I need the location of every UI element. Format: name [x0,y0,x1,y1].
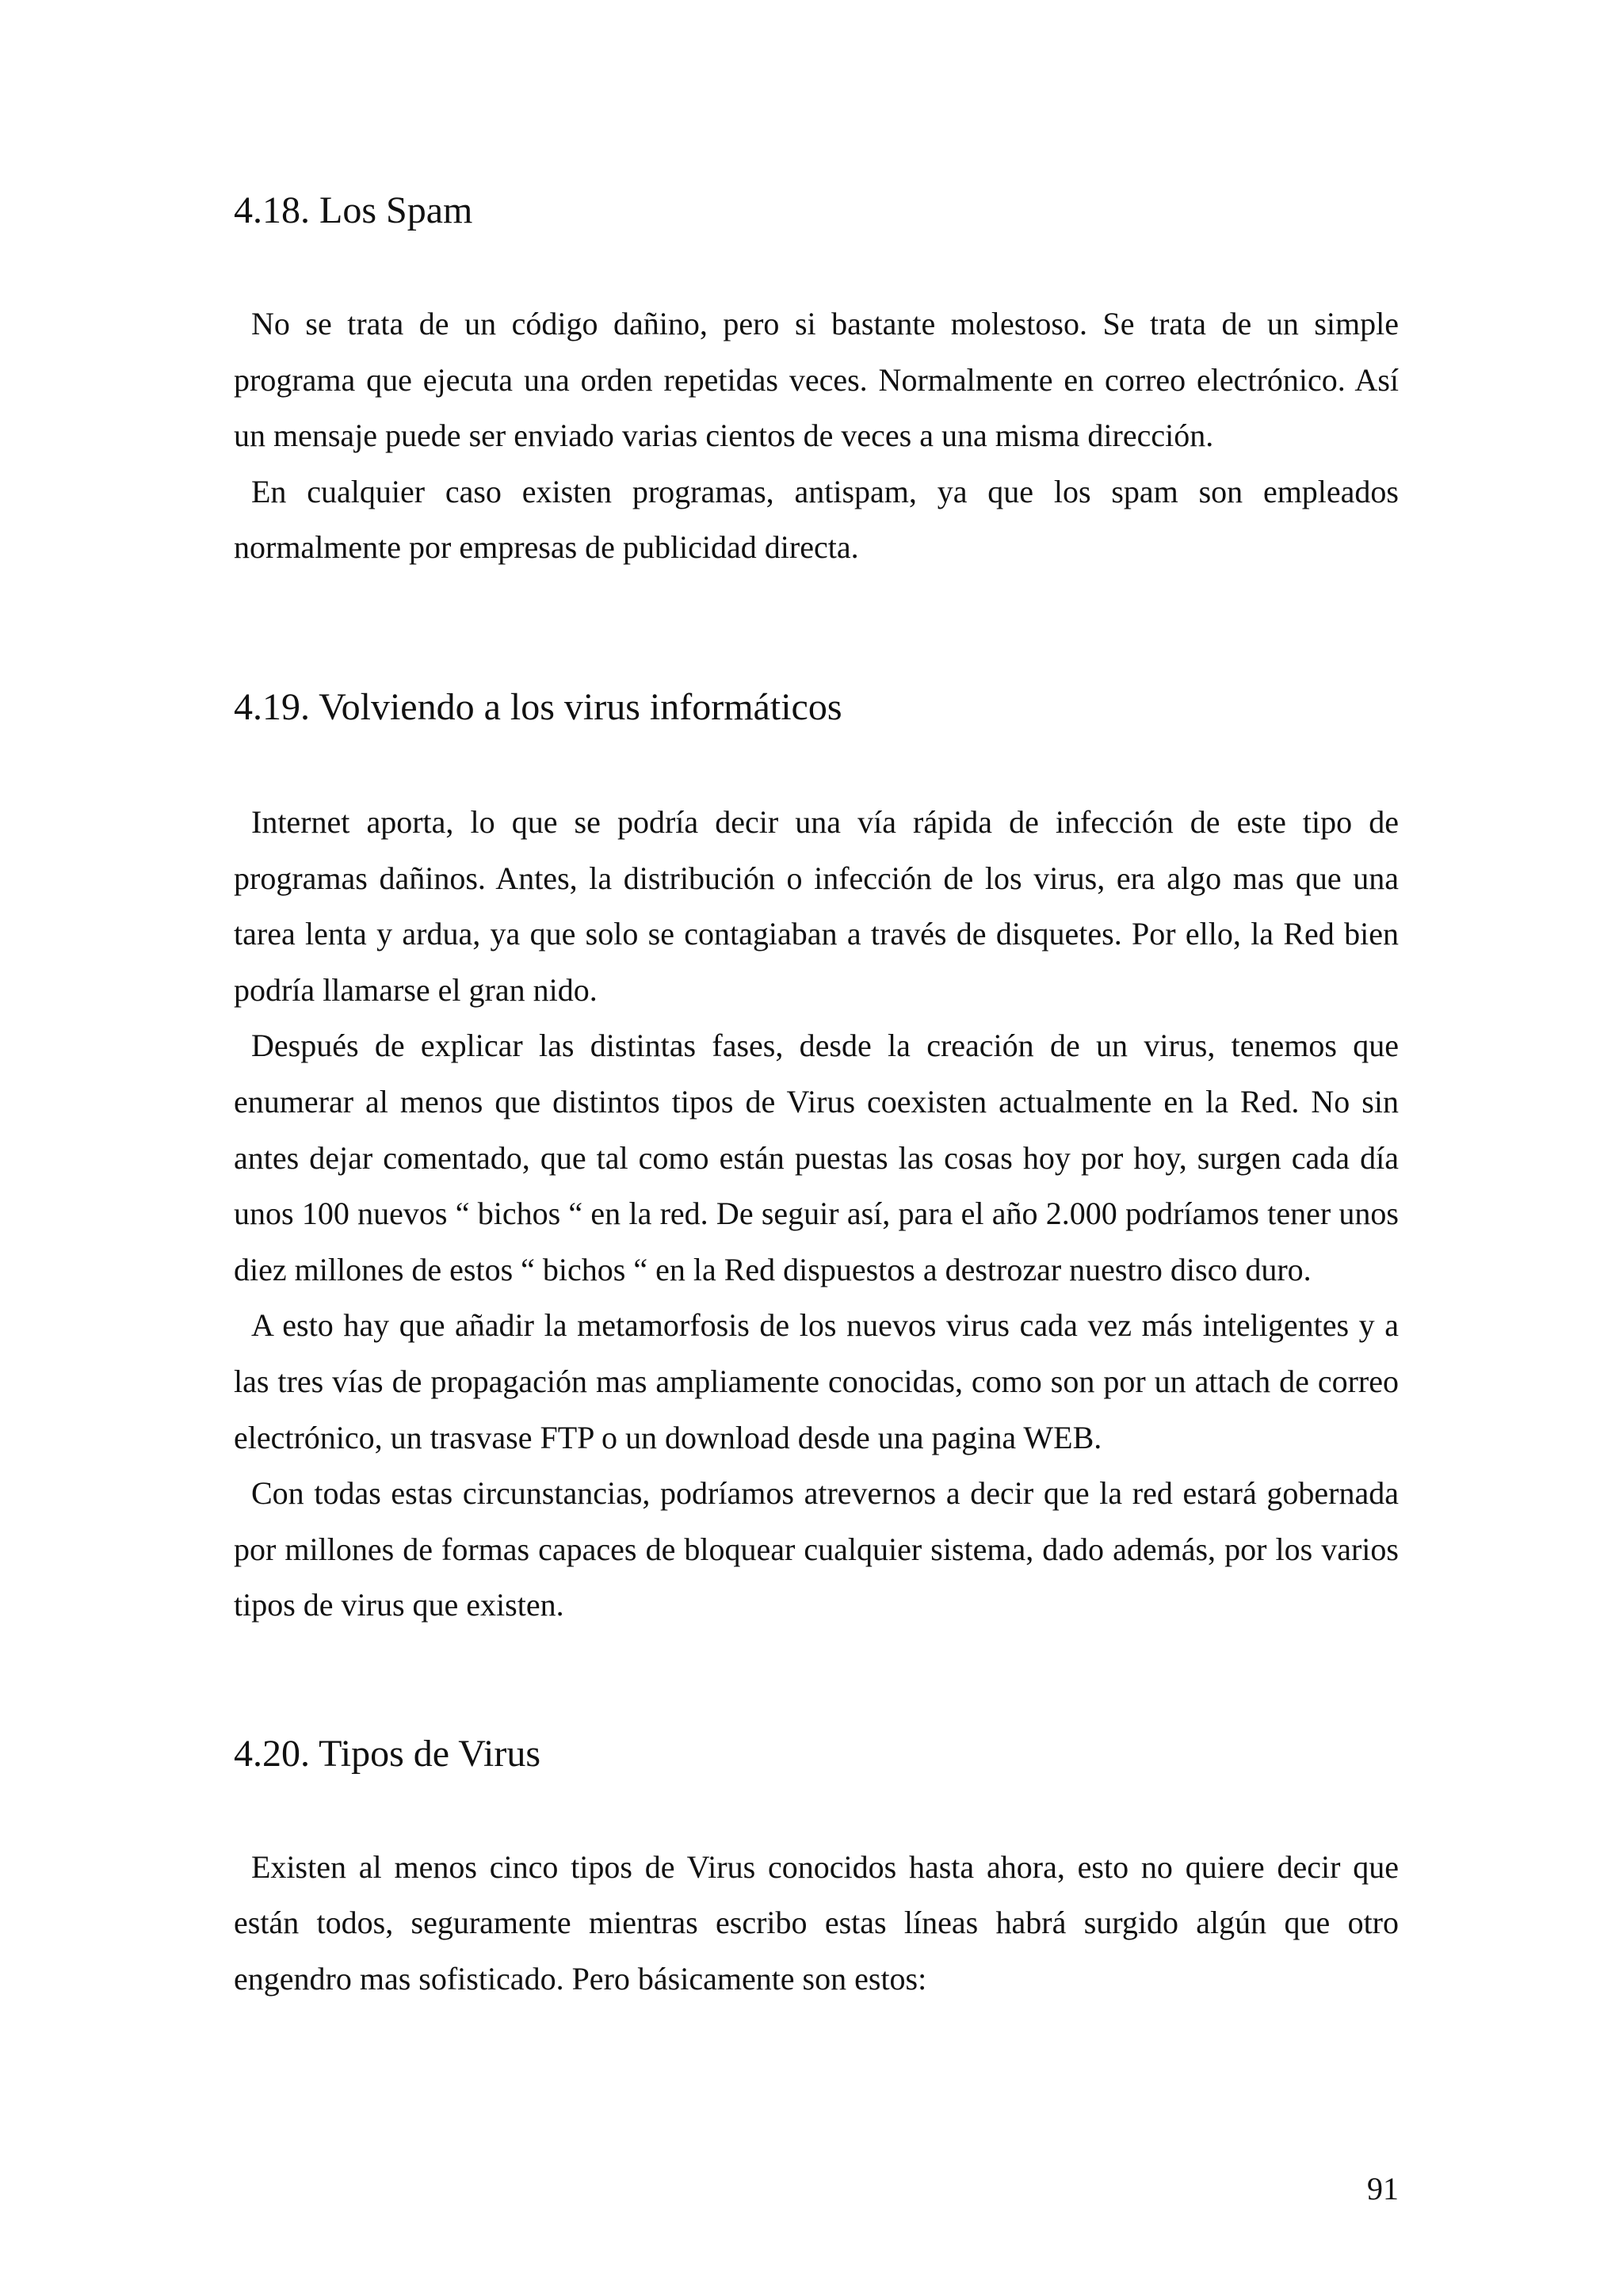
paragraph: Con todas estas circunstancias, podríamos atrevernos a decir que la red estará gobernada por millones de formas capaces de bloquear cualquier sistema, dado además, por los varios tipos de virus que existen. [234,1475,1399,1623]
section-body-virus-informaticos [234,795,1399,1634]
paragraph: No se trata de un código dañino, pero si bastante molestoso. Se trata de un simple programa que ejecuta una orden repetidas veces. Normalmente en correo electrónico. Así un mensaje puede ser enviado varias cientos de veces a una misma dirección. [234,306,1399,454]
section-heading-spam: 4.18. Los Spam [234,189,473,231]
page-content [234,187,1399,2008]
paragraph: Después de explicar las distintas fases, desde la creación de un virus, tenemos que enumerar al menos que distintos tipos de Virus coexisten actualmente en la Red. No sin antes dejar comentado, que tal como están puestas las cosas hoy por hoy, surgen cada día unos 100 nuevos “ bichos “ en la red. De seguir así, para el año 2.000 podríamos tener unos diez millones de estos “ bichos “ en la Red dispuestos a destrozar nuestro disco duro. [234,1028,1399,1287]
page-number: 91 [1367,2171,1399,2206]
section-body-tipos-de-virus [234,1840,1399,2008]
paragraph: A esto hay que añadir la metamorfosis de los nuevos virus cada vez más inteligentes y a las tres vías de propagación mas ampliamente conocidas, como son por un attach de correo electrónico, un trasvase FTP o un download desde una pagina WEB. [234,1307,1399,1455]
section-heading-tipos-de-virus: 4.20. Tipos de Virus [234,1732,540,1775]
paragraph: Existen al menos cinco tipos de Virus conocidos hasta ahora, esto no quiere decir que están todos, seguramente mientras escribo estas líneas habrá surgido algún que otro engendro mas sofisticado. Pero básicamente son estos: [234,1848,1399,1997]
paragraph: Internet aporta, lo que se podría decir una vía rápida de infección de este tipo de programas dañinos. Antes, la distribución o infección de los virus, era algo mas que una tarea lenta y ardua, ya que solo se contagiaban a través de disquetes. Por ello, la Red bien podría llamarse el gran nido. [234,803,1399,1008]
section-body-spam [234,296,1399,576]
paragraph: En cualquier caso existen programas, antispam, ya que los spam son empleados normalmente por empresas de publicidad directa. [234,473,1399,566]
section-heading-virus-informaticos: 4.19. Volviendo a los virus informáticos [234,685,842,728]
